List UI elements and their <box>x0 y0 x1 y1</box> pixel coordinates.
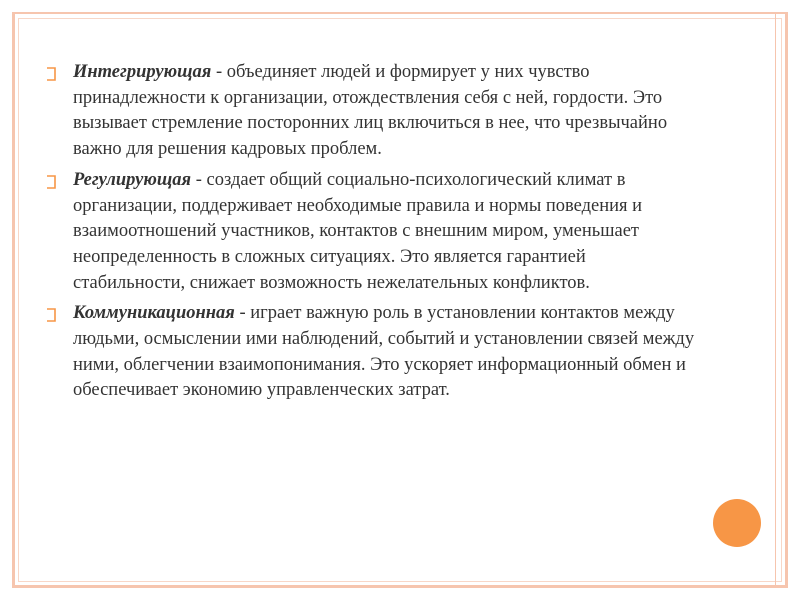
bullet-item-communication <box>46 301 696 404</box>
orange-bracket-bullet-icon <box>46 67 57 81</box>
bullet-item-integrating <box>46 60 696 163</box>
bullet-item-regulating <box>46 168 696 297</box>
slide-content <box>46 60 696 409</box>
bullet-text: - создает общий социально-психологический климат в организации, поддерживает необходимые правила и нормы поведения и взаимоотношений участников, контактов с внешним миром, уменьшает неопределенность в сложных ситуациях. Это является гарантией стабильности, снижает возможность нежелательных конфликтов. <box>73 169 643 293</box>
right-border-line <box>775 12 776 588</box>
orange-circle-decoration <box>713 499 761 547</box>
orange-bracket-bullet-icon <box>46 175 57 189</box>
bullet-term: Регулирующая <box>73 169 192 190</box>
bullet-term: Коммуникационная <box>73 303 235 324</box>
bullet-term: Интегрирующая <box>73 62 212 82</box>
bullet-text: - объединяет людей и формирует у них чувство принадлежности к организации, отождествления себя с ней, гордости. Это вызывает стремление посторонних лиц включиться в нее, что чрезвычайно важно для решения кадровых проблем. <box>73 62 668 160</box>
orange-bracket-bullet-icon <box>46 308 57 322</box>
bullet-text: - играет важную роль в установлении контактов между людьми, осмыслении ими наблюдений, событий и установлении связей между ними, облегчении взаимопонимания. Это ускоряет информационный обмен и обеспечивает экономию управленческих затрат. <box>73 303 695 401</box>
